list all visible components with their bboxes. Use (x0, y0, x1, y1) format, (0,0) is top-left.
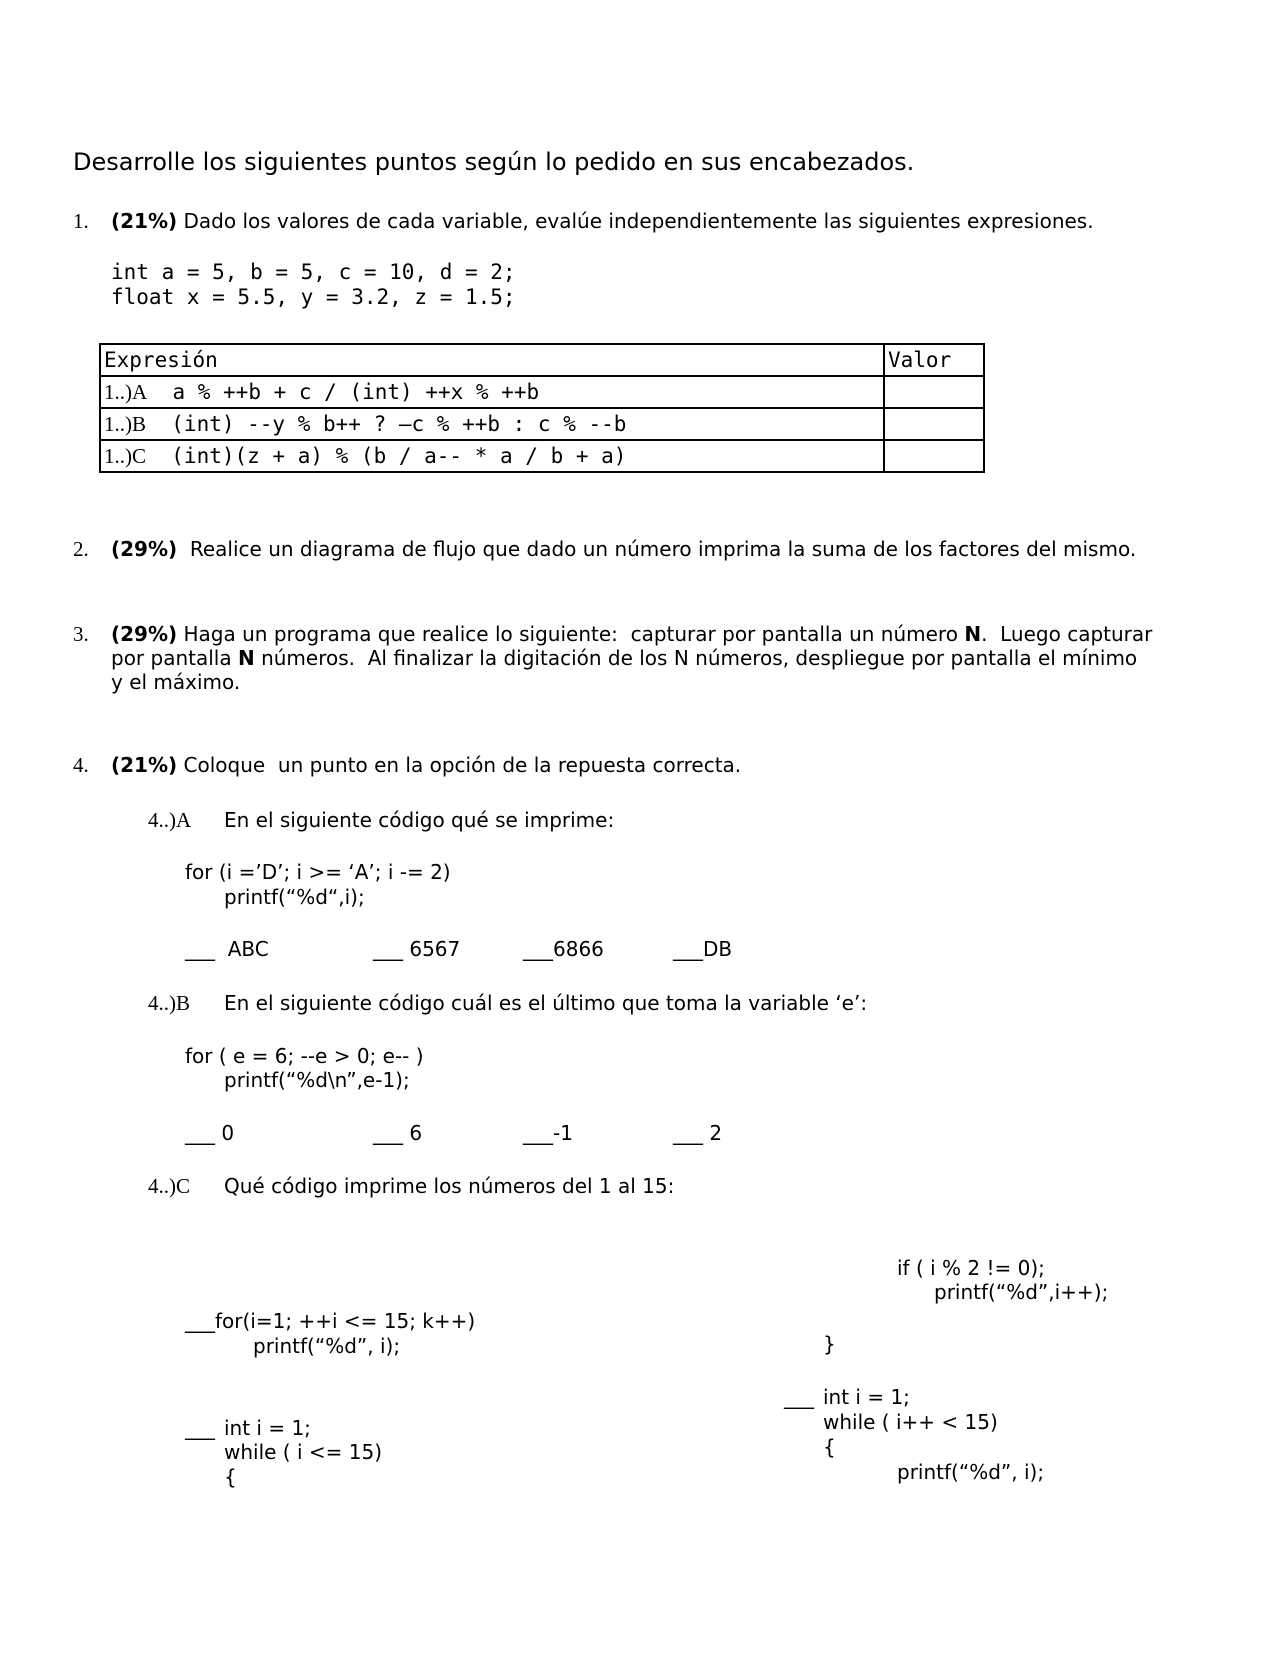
q3-text-a: Haga un programa que realice lo siguiente: capturar por pantalla un número (177, 622, 965, 646)
q4c-option3-blank[interactable]: ___ (784, 1385, 814, 1409)
table-row (100, 376, 984, 408)
value-cell[interactable] (884, 440, 984, 472)
expression-cell (100, 408, 884, 440)
q4b-option[interactable]: ___-1 (523, 1121, 573, 1145)
header-expression: Expresión (100, 344, 884, 376)
table-header-row (100, 344, 984, 376)
q4c-option2-line3: { (224, 1465, 237, 1489)
q2-text: Realice un diagrama de flujo que dado un número imprima la suma de los factores del mismo. (177, 537, 1137, 561)
q4c-question: Qué código imprime los números del 1 al 15: (224, 1174, 675, 1198)
q2-percent: (29%) (111, 537, 178, 561)
q4b-code-line2: printf(“%d\n”,e-1); (224, 1068, 410, 1092)
value-cell[interactable] (884, 408, 984, 440)
q4a-code-line2: printf(“%d“,i); (224, 885, 365, 909)
q4c-option3-line2: while ( i++ < 15) (823, 1410, 998, 1434)
q4a-code-line1: for (i =’D’; i >= ‘A’; i -= 2) (185, 860, 451, 884)
q4c-label: 4..)C (148, 1174, 190, 1198)
table-row (100, 440, 984, 472)
q4c-option3-line4: printf(“%d”, i); (897, 1460, 1045, 1484)
q4-number: 4. (73, 753, 89, 777)
q3-bold-n: N (964, 622, 982, 646)
table-row (100, 408, 984, 440)
q3-number: 3. (73, 622, 89, 646)
q4c-option2-line1: int i = 1; (224, 1416, 311, 1440)
q1-code-line2: float x = 5.5, y = 3.2, z = 1.5; (111, 285, 516, 309)
row-expression: (int) --y % b++ ? –c % ++b : c % --b (146, 411, 627, 436)
q4c-option3-line3: { (823, 1435, 836, 1459)
expression-table (99, 343, 985, 473)
q1-text: Dado los valores de cada variable, evalúe independientemente las siguientes expresiones. (177, 209, 1094, 233)
q4b-option[interactable]: ___ 6 (373, 1121, 423, 1145)
q4b-label: 4..)B (148, 991, 190, 1015)
value-cell[interactable] (884, 376, 984, 408)
q1-statement (111, 209, 1094, 233)
q4-text: Coloque un punto en la opción de la repuesta correcta. (177, 753, 742, 777)
header-value: Valor (884, 344, 984, 376)
q4c-right-line3: } (823, 1332, 836, 1356)
q2-statement (111, 537, 1136, 561)
q3-percent: (29%) (111, 622, 178, 646)
q4a-question: En el siguiente código qué se imprime: (224, 808, 615, 832)
q4c-option1-line2: printf(“%d”, i); (253, 1334, 401, 1358)
q4b-option[interactable]: ___ 2 (673, 1121, 723, 1145)
q1-number: 1. (73, 209, 89, 233)
row-expression: a % ++b + c / (int) ++x % ++b (147, 379, 540, 404)
q4c-option3-line1: int i = 1; (823, 1385, 910, 1409)
row-expression: (int)(z + a) % (b / a-- * a / b + a) (146, 443, 627, 468)
q4-statement (111, 753, 741, 777)
row-label: 1..)C (104, 443, 146, 468)
page-intro: Desarrolle los siguientes puntos según lo pedido en sus encabezados. (73, 148, 915, 176)
q1-percent: (21%) (111, 209, 178, 233)
q4a-label: 4..)A (148, 808, 192, 832)
q2-number: 2. (73, 537, 89, 561)
row-label: 1..)B (104, 411, 146, 436)
q4b-code-line1: for ( e = 6; --e > 0; e-- ) (185, 1044, 424, 1068)
q4-percent: (21%) (111, 753, 178, 777)
q4a-option[interactable]: ___ ABC (185, 937, 269, 961)
q4c-option2-line2: while ( i <= 15) (224, 1440, 383, 1464)
q3-bold-n2: N (237, 646, 255, 670)
q4c-right-line2: printf(“%d”,i++); (934, 1280, 1109, 1304)
row-label: 1..)A (104, 379, 148, 404)
q1-code-line1: int a = 5, b = 5, c = 10, d = 2; (111, 260, 516, 284)
q3-line1 (111, 622, 1152, 646)
q4c-right-line1: if ( i % 2 != 0); (897, 1256, 1045, 1280)
q3-line3: y el máximo. (111, 670, 241, 694)
expression-cell (100, 376, 884, 408)
q4a-option[interactable]: ___ 6567 (373, 937, 461, 961)
q3-line2 (111, 646, 1137, 670)
q3-text-d: números. Al finalizar la digitación de los N números, despliegue por pantalla el mínimo (254, 646, 1138, 670)
q3-text-c: por pantalla (111, 646, 238, 670)
q4c-option2-blank[interactable]: ___ (185, 1416, 215, 1440)
q4a-option[interactable]: ___6866 (523, 937, 604, 961)
expression-cell (100, 440, 884, 472)
q4b-option[interactable]: ___ 0 (185, 1121, 235, 1145)
q3-text-b: . Luego capturar (981, 622, 1153, 646)
q4b-question: En el siguiente código cuál es el último que toma la variable ‘e’: (224, 991, 868, 1015)
q4c-option1[interactable]: ___for(i=1; ++i <= 15; k++) (185, 1309, 476, 1333)
q4a-option[interactable]: ___DB (673, 937, 733, 961)
